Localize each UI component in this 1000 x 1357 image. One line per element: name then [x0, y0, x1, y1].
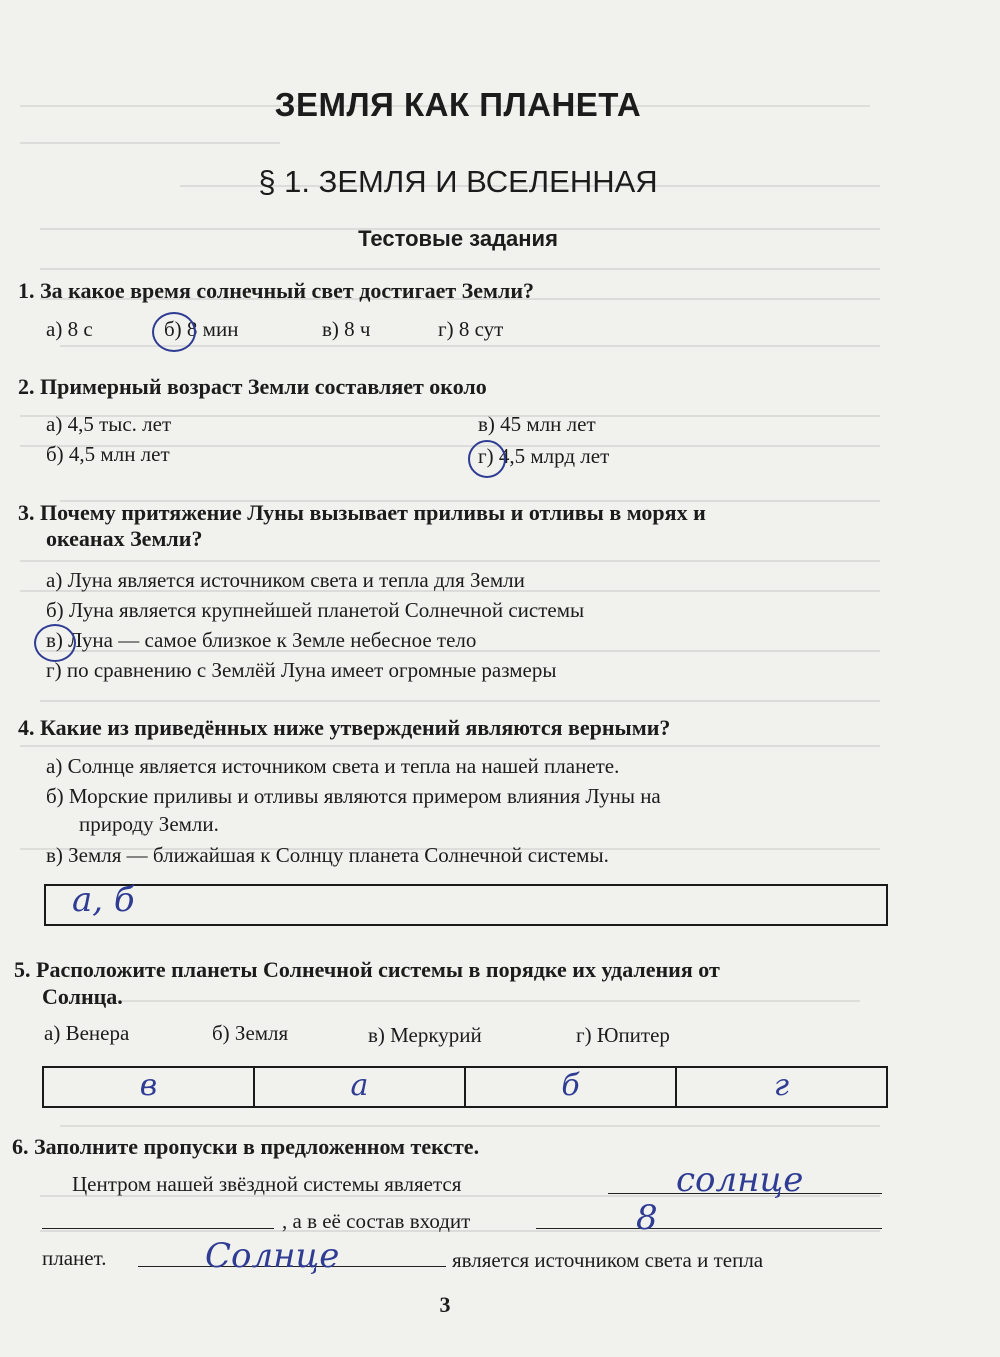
q1-option-c: в) 8 ч [322, 317, 371, 341]
q2-option-d: г) 4,5 млрд лет [478, 444, 610, 468]
q5-answer-cell[interactable] [677, 1068, 886, 1106]
q5-handwritten-4: г [773, 1068, 790, 1103]
q5-answer-cell[interactable] [44, 1068, 255, 1106]
q5-answer-cell[interactable] [466, 1068, 677, 1106]
q3-option-c: в) Луна — самое близкое к Земле небесное тело [46, 628, 477, 652]
q1-answer-circle [152, 312, 196, 352]
q6-line-3-start: планет. [42, 1246, 107, 1270]
q5-option-d: г) Юпитер [576, 1023, 670, 1047]
q6-handwritten-1: солнце [676, 1160, 804, 1200]
question-3-line-1: 3. Почему притяжение Луны вызывает приливы и отливы в морях и [18, 500, 706, 525]
q5-option-c: в) Меркурий [368, 1023, 482, 1047]
q3-option-b: б) Луна является крупнейшей планетой Солнечной системы [46, 598, 585, 622]
q3-answer-circle [34, 624, 76, 662]
q2-option-b: б) 4,5 млн лет [46, 442, 170, 466]
chapter-title: ЗЕМЛЯ КАК ПЛАНЕТА [274, 86, 642, 123]
question-6: 6. Заполните пропуски в предложенном тексте. [12, 1134, 480, 1159]
q6-handwritten-2: 8 [636, 1198, 658, 1238]
q3-option-a: а) Луна является источником света и тепла для Земли [46, 568, 525, 592]
q5-handwritten-3: б [561, 1068, 580, 1103]
q6-handwritten-3: Солнце [205, 1236, 340, 1276]
q5-option-a: а) Венера [44, 1021, 130, 1045]
q6-line-3-end: является источником света и тепла [452, 1248, 764, 1272]
q1-option-d: г) 8 сут [438, 317, 504, 341]
q5-handwritten-2: а [350, 1068, 369, 1103]
page-number: 3 [439, 1292, 451, 1317]
q6-line-1-text: Центром нашей звёздной системы является [72, 1172, 462, 1196]
q4-option-b-continued: природу Земли. [79, 812, 219, 836]
section-title: § 1. ЗЕМЛЯ И ВСЕЛЕННАЯ [258, 164, 658, 199]
q2-option-a: а) 4,5 тыс. лет [46, 412, 172, 436]
q5-answer-cell[interactable] [255, 1068, 466, 1106]
q4-option-a: а) Солнце является источником света и тепла на нашей планете. [46, 754, 620, 778]
q3-option-d: г) по сравнению с Землёй Луна имеет огромные размеры [46, 658, 557, 682]
question-5-line-2: Солнца. [42, 984, 123, 1009]
q2-answer-circle [468, 440, 506, 478]
q5-handwritten-1: в [139, 1068, 158, 1103]
q6-line-2-text: , а в её состав входит [282, 1209, 471, 1233]
question-3-line-2: океанах Земли? [46, 526, 203, 551]
q4-option-c: в) Земля — ближайшая к Солнцу планета Солнечной системы. [46, 843, 609, 867]
question-4: 4. Какие из приведённых ниже утверждений являются верными? [18, 715, 671, 740]
q4-answer-box[interactable] [44, 884, 888, 926]
q2-option-c: в) 45 млн лет [478, 412, 596, 436]
q1-option-b: б) 8 мин [164, 317, 239, 341]
q4-option-b: б) Морские приливы и отливы являются примером влияния Луны на [46, 784, 661, 808]
question-5-line-1: 5. Расположите планеты Солнечной системы в порядке их удаления от [14, 957, 720, 982]
subtitle: Тестовые задания [358, 226, 558, 251]
question-1: 1. За какое время солнечный свет достигает Земли? [18, 278, 535, 303]
q1-option-a: а) 8 с [46, 317, 93, 341]
q6-blank-3[interactable] [536, 1228, 882, 1229]
q6-blank-2[interactable] [42, 1228, 274, 1229]
q4-handwritten-answer: а, б [72, 880, 135, 920]
q5-answer-grid [42, 1066, 888, 1108]
question-2: 2. Примерный возраст Земли составляет около [18, 374, 487, 399]
q5-option-b: б) Земля [212, 1021, 289, 1045]
